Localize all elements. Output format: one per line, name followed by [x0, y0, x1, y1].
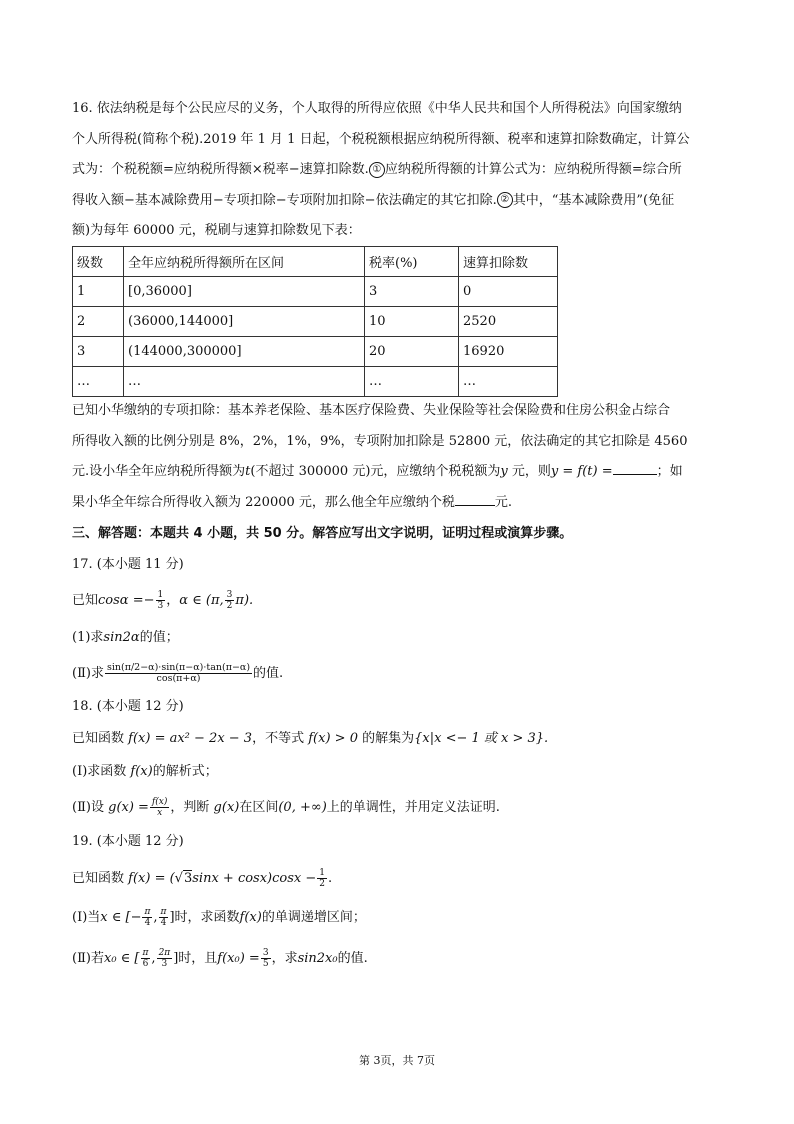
- q17-given-label: 已知: [72, 593, 99, 608]
- q16-line-2: 个人所得税(简称个税).2019 年 1 月 1 日起，个税税额根据应纳税所得额、税率和速算扣除数确定，计算公: [72, 131, 690, 147]
- q16-p3-text-4: ；如: [656, 464, 683, 479]
- answer-blank-2[interactable]: [455, 493, 495, 506]
- f-x: f(x): [239, 910, 262, 925]
- q17-heading: 17. (本小题 11 分): [72, 557, 184, 572]
- g-x: g(x): [213, 800, 240, 815]
- text: ]时，求函数: [169, 910, 240, 925]
- q19-part-1: [72, 907, 366, 928]
- table-header-row: [73, 247, 558, 277]
- table-header: 全年应纳税所得额所在区间: [124, 247, 365, 277]
- cos-alpha: cosα =−: [98, 593, 155, 608]
- table-cell: 2: [73, 307, 124, 337]
- frac-num: 1: [319, 868, 325, 878]
- text: ，判断: [170, 800, 210, 815]
- x0-range: x₀ ∈ [: [103, 951, 140, 966]
- frac-num: f(x): [151, 797, 168, 807]
- sqrt-icon: √: [174, 871, 183, 886]
- comma: ,: [151, 951, 156, 966]
- table-cell: 0: [459, 277, 558, 307]
- part-text: 的解析式；: [152, 764, 218, 779]
- table-header: 税率(%): [365, 247, 459, 277]
- f-x: f(x): [130, 764, 153, 779]
- q16-p-line-2: 所得收入额的比例分别是 8%，2%，1%，9%，专项附加扣除是 52800 元，依法确定的其它扣除是 4560: [72, 433, 688, 449]
- text: ]时，且: [173, 951, 218, 966]
- q16-p3-text-3: 元，则: [507, 464, 551, 479]
- x-range: x ∈ [−: [100, 910, 142, 925]
- fraction-3-5: [261, 948, 271, 969]
- page-footer: 第 3页，共 7页: [359, 1054, 435, 1067]
- question-16-continued: [72, 396, 732, 518]
- table-row: [73, 337, 558, 367]
- part-label: (Ⅰ)当: [72, 910, 101, 925]
- table-row: [73, 277, 558, 307]
- table-cell: [0,36000]: [124, 277, 365, 307]
- table-cell: 20: [365, 337, 459, 367]
- frac-num: 2π: [158, 948, 171, 958]
- table-cell: 1: [73, 277, 124, 307]
- f-def: f(x) = ax² − 2x − 3: [128, 731, 253, 746]
- table-cell: (36000,144000]: [124, 307, 365, 337]
- text: ，不等式: [252, 731, 305, 746]
- fraction-pi-4: [159, 907, 169, 928]
- q16-deductions-text: 得收入额−基本减除费用−专项扣除−专项附加扣除−依法确定的其它扣除.: [72, 192, 497, 208]
- frac-num: π: [142, 948, 149, 958]
- q16-basic-deduction-text: 其中，“基本减除费用”(免征: [512, 192, 675, 208]
- q16-line-4: [72, 186, 732, 217]
- table-cell: 10: [365, 307, 459, 337]
- tax-rate-table: [72, 246, 558, 397]
- frac-num: π: [144, 907, 151, 917]
- text: 在区间: [239, 800, 279, 815]
- text: 已知函数: [72, 731, 125, 746]
- q16-p-line-1: 已知小华缴纳的专项扣除：基本养老保险、基本医疗保险费、失业保险等社会保险费和住房公积金占综合: [72, 403, 671, 418]
- q16-line-1: 16. 依法纳税是每个公民应尽的义务，个人取得的所得应依照《中华人民共和国个人所得税法》向国家缴纳: [72, 101, 682, 116]
- fraction-3-2: [225, 590, 235, 611]
- frac-den: 4: [160, 918, 167, 928]
- fraction-2pi-3: [157, 948, 173, 969]
- frac-den: 4: [144, 918, 151, 928]
- f-def: f(x) = (: [128, 871, 175, 886]
- table-cell: (144000,300000]: [124, 337, 365, 367]
- q16-formula-text: 式为：个税税额=应纳税所得额×税率−速算扣除数.: [72, 162, 369, 177]
- q16-line-3: [72, 155, 732, 186]
- q18-heading: 18. (本小题 12 分): [72, 699, 184, 714]
- q17-part-2: [72, 663, 283, 684]
- q16-p3-text-2: (不超过 300000 元)元，应缴纳个税税额为: [250, 464, 501, 479]
- circled-two: ②: [497, 192, 513, 208]
- q19-part-2: [72, 948, 368, 969]
- q17-given: [72, 590, 253, 611]
- answer-blank-1[interactable]: [613, 462, 657, 475]
- table-cell: …: [73, 367, 124, 397]
- table-cell: 16920: [459, 337, 558, 367]
- interval: (0, +∞): [278, 800, 327, 815]
- frac-den: 6: [142, 959, 149, 969]
- part-label: (Ⅰ)求函数: [72, 764, 127, 779]
- trig-fraction: [105, 663, 252, 684]
- frac-num: π: [160, 907, 167, 917]
- part-text: 的值.: [253, 666, 284, 681]
- q16-p3-text: 元.设小华全年应纳税所得额为: [72, 464, 246, 479]
- fraction-1-2: [317, 868, 327, 889]
- q17-part-1: [72, 629, 179, 647]
- q19-heading: 19. (本小题 12 分): [72, 834, 184, 849]
- q16-line-5: 额)为每年 60000 元，税刷与速算扣除数见下表：: [72, 223, 361, 238]
- frac-den: 2: [226, 601, 233, 611]
- frac-num: sin(π/2−α)·sin(π−α)·tan(π−α): [106, 662, 251, 673]
- frac-den: cos(π+α): [156, 673, 201, 684]
- sin2x0: sin2x₀: [297, 951, 338, 966]
- table-cell: …: [124, 367, 365, 397]
- frac-num: 3: [226, 590, 233, 600]
- text: ，求: [271, 951, 298, 966]
- q16-formula-text-2: 应纳税所得额的计算公式为：应纳税所得额=综合所: [384, 162, 682, 177]
- fraction-pi-6: [141, 948, 151, 969]
- sin2alpha: sin2α: [103, 630, 140, 645]
- sqrt-value: 3: [183, 871, 193, 886]
- solution-set: {x|x <− 1 或 x > 3}.: [414, 731, 549, 746]
- table-row: [73, 307, 558, 337]
- text: 的单调递增区间；: [261, 910, 366, 925]
- text: 已知函数: [72, 871, 125, 886]
- fraction-pi-4: [142, 907, 152, 928]
- q18-given: [72, 730, 548, 748]
- q16-p-line-4: [72, 488, 732, 519]
- section-3-heading: 三、解答题：本题共 4 小题，共 50 分。解答应写出文字说明，证明过程或演算步骤。: [72, 526, 573, 541]
- part-text: 的值；: [139, 630, 179, 645]
- frac-den: 5: [262, 959, 269, 969]
- comma: ,: [153, 910, 158, 925]
- fraction-fx-x: [150, 797, 169, 818]
- q19-given: [72, 868, 332, 889]
- table-header: 速算扣除数: [459, 247, 558, 277]
- alpha-range: α ∈ (π,: [179, 593, 224, 608]
- text: 的值.: [337, 951, 368, 966]
- table-cell: 2520: [459, 307, 558, 337]
- circled-one: ①: [369, 162, 385, 178]
- q18-part-2: [72, 797, 500, 818]
- frac-num: 3: [262, 948, 269, 958]
- period: .: [328, 871, 333, 886]
- table-cell: …: [459, 367, 558, 397]
- text: 上的单调性，并用定义法证明.: [326, 800, 500, 815]
- inequality: f(x) > 0: [308, 731, 358, 746]
- q16-p4-text-2: 元.: [494, 494, 513, 510]
- part-label: (Ⅱ)求: [72, 666, 104, 681]
- func-expr: y = f(t) =: [550, 464, 613, 479]
- part-label: (Ⅱ)设: [72, 800, 104, 815]
- frac-den: 3: [157, 601, 164, 611]
- table-header: 级数: [73, 247, 124, 277]
- var-y: y: [500, 464, 508, 479]
- g-def: g(x) =: [108, 800, 149, 815]
- frac-den: 3: [161, 959, 168, 969]
- part-label: (Ⅱ)若: [72, 951, 104, 966]
- comma: ，: [166, 593, 180, 608]
- pi-close: π).: [235, 593, 254, 608]
- frac-den: x: [157, 808, 163, 818]
- table-cell: 3: [365, 277, 459, 307]
- frac-den: 2: [319, 879, 325, 889]
- table-cell: 3: [73, 337, 124, 367]
- table-cell: …: [365, 367, 459, 397]
- frac-num: 1: [157, 590, 164, 600]
- question-16: [72, 94, 732, 247]
- part-label: (1)求: [72, 630, 104, 645]
- f-def-rest: sinx + cosx)cosx −: [192, 871, 317, 886]
- q16-p-line-3: [72, 457, 732, 488]
- q16-p4-text: 果小华全年综合所得收入额为 220000 元，那么他全年应缴纳个税: [72, 494, 455, 510]
- fraction-1-3: [156, 590, 166, 611]
- var-t: t: [245, 464, 251, 479]
- q18-part-1: [72, 763, 218, 781]
- table-row: [73, 367, 558, 397]
- text: 的解集为: [362, 731, 415, 746]
- f-x0: f(x₀) =: [217, 951, 260, 966]
